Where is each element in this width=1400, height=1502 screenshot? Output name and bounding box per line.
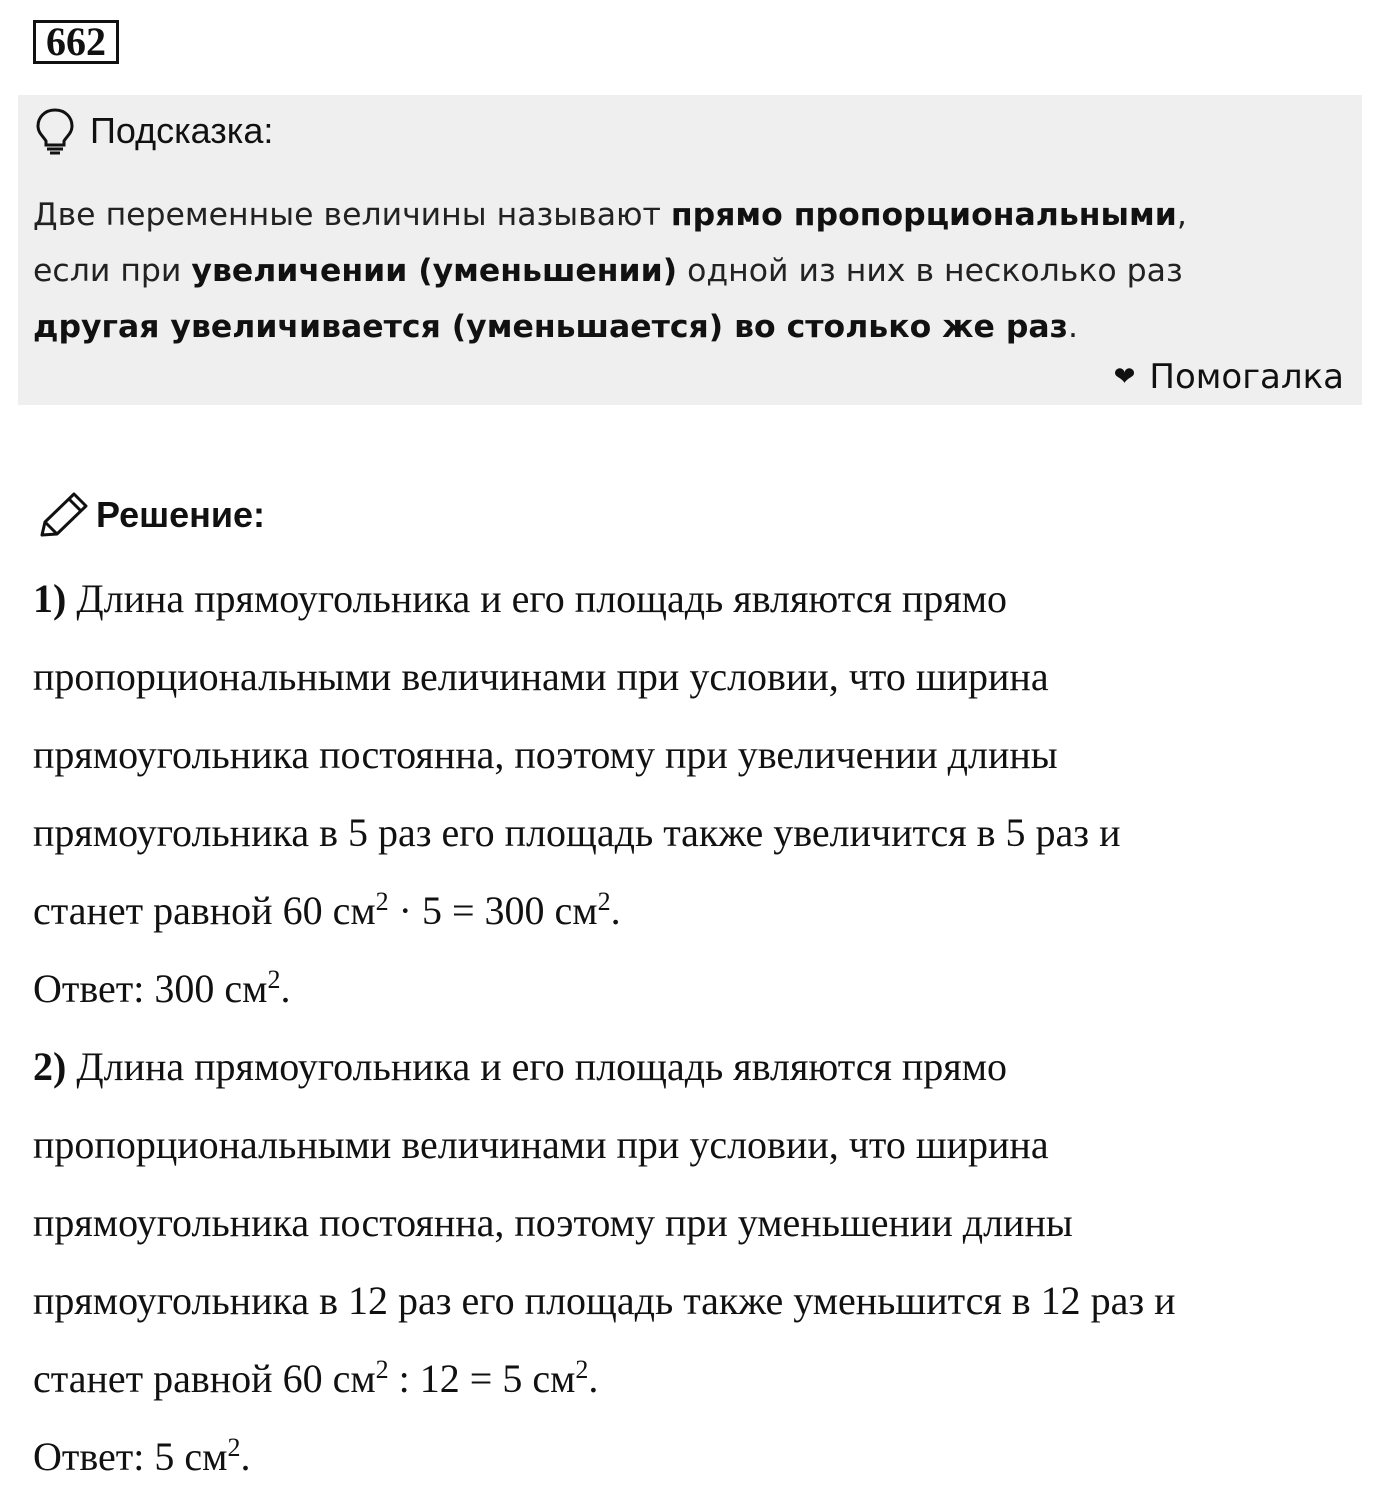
solution-line: пропорциональными величинами при условии, что ширина [33,1122,1049,1167]
solution-line: 1) Длина прямоугольника и его площадь являются прямо [33,576,1008,621]
task-number: 662 [33,20,119,64]
solution-line: пропорциональными величинами при условии, что ширина [33,654,1049,699]
solution-line: станет равной 60 $см^2$ : 12 = 5 $см^2$. [33,1355,599,1401]
solution-line: станет равной 60 $см^2 \cdot 5 = 300$ $см^2$. [33,887,621,933]
solution-line: прямоугольника в 5 раз его площадь также увеличится в 5 раз и [33,810,1121,855]
brand-label [1114,357,1344,397]
pencil-icon [36,491,90,539]
solution-line: прямоугольника постоянна, поэтому при уменьшении длины [33,1200,1073,1245]
solution-line: прямоугольника постоянна, поэтому при увеличении длины [33,732,1058,777]
hint-text: Две переменные величины называют прямо пропорциональными, если при увеличении (уменьшении) одной из них в несколько раз другая увеличивается (уменьшается) во столько же раз. [33,197,1187,345]
hint-title: Подсказка: [90,110,274,151]
solution-header [36,490,265,540]
answer-line: Ответ: 5 $см^2$. [33,1433,251,1479]
answer-line: Ответ: 300 $см^2$. [33,965,291,1011]
hint-box [18,95,1362,405]
solution-line: 2) Длина прямоугольника и его площадь являются прямо [33,1044,1008,1089]
solution-title: Решение: [96,494,266,535]
brand-name: Помогалка [1149,357,1344,397]
hint-header [34,107,273,155]
solution-body [33,560,1378,1496]
lightbulb-icon [34,107,76,155]
heart-icon: ❤ [1113,362,1136,392]
solution-line: прямоугольника в 12 раз его площадь также уменьшится в 12 раз и [33,1278,1176,1323]
